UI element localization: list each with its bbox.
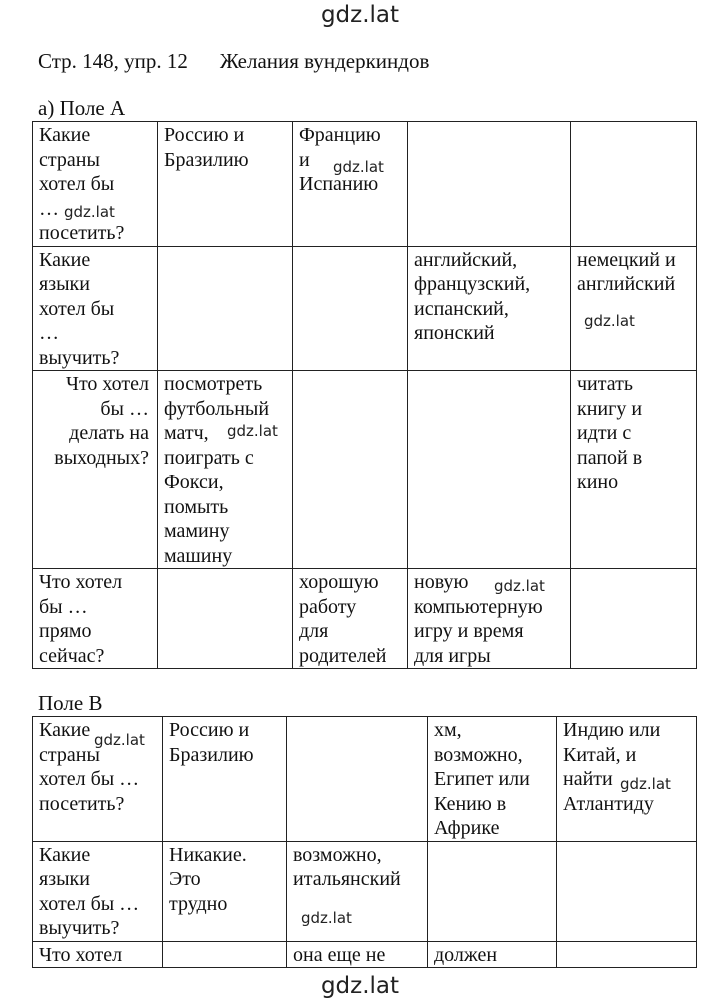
field-b-table — [32, 716, 697, 968]
table-cell: Россию и Бразилию — [158, 122, 293, 247]
table-cell: читать книгу и идти с папой в кино — [571, 371, 697, 569]
table-cell: хм, возможно, Египет или Кению в Африке — [428, 717, 557, 842]
table-cell: Что хотел — [33, 941, 163, 968]
table-cell: должен — [428, 941, 557, 968]
table-cell — [287, 717, 428, 842]
table-cell: она еще не — [287, 941, 428, 968]
field-b-caption: Поле В — [38, 691, 103, 715]
table-cell — [557, 941, 697, 968]
table-cell: Какие языки хотел бы … выучить? — [33, 841, 163, 941]
table-cell: английский, французский, испанский, японский — [408, 246, 571, 371]
table-row — [33, 569, 697, 669]
table-cell — [557, 841, 697, 941]
table-row — [33, 122, 697, 247]
page-reference: Стр. 148, упр. 12 — [38, 49, 188, 73]
watermark-small: gdz.lat — [494, 577, 545, 595]
table-cell: Россию и Бразилию — [163, 717, 287, 842]
watermark-small: gdz.lat — [94, 731, 145, 749]
table-cell: Какие страны хотел бы … посетить? — [33, 122, 158, 247]
table-row — [33, 246, 697, 371]
table-cell — [158, 246, 293, 371]
table-row — [33, 941, 697, 968]
table-cell — [408, 122, 571, 247]
table-cell — [163, 941, 287, 968]
watermark-small: gdz.lat — [227, 422, 278, 440]
table-cell: возможно, итальянский — [287, 841, 428, 941]
watermark-small: gdz.lat — [620, 775, 671, 793]
table-cell: Какие страны хотел бы … посетить? — [33, 717, 163, 842]
watermark-small: gdz.lat — [301, 909, 352, 927]
exercise-heading — [38, 49, 429, 74]
table-cell: Что хотел бы … делать на выходных? — [33, 371, 158, 569]
table-cell: новую компьютерную игру и время для игры — [408, 569, 571, 669]
table-cell — [571, 569, 697, 669]
table-cell — [293, 246, 408, 371]
table-row — [33, 371, 697, 569]
table-cell: Что хотел бы … прямо сейчас? — [33, 569, 158, 669]
table-cell: Францию и Испанию — [293, 122, 408, 247]
watermark-small: gdz.lat — [64, 203, 115, 221]
table-cell — [293, 371, 408, 569]
table-cell: Индию или Китай, и найти Атлантиду — [557, 717, 697, 842]
table-cell — [571, 122, 697, 247]
table-cell: немецкий и английский — [571, 246, 697, 371]
table-cell: хорошую работу для родителей — [293, 569, 408, 669]
exercise-title: Желания вундеркиндов — [219, 49, 430, 73]
watermark-bottom: gdz.lat — [320, 973, 400, 999]
field-a-caption: а) Поле А — [38, 96, 126, 120]
watermark-top: gdz.lat — [320, 2, 400, 28]
field-a-table — [32, 121, 697, 669]
table-row — [33, 841, 697, 941]
watermark-small: gdz.lat — [584, 312, 635, 330]
table-cell — [408, 371, 571, 569]
table-cell — [158, 569, 293, 669]
watermark-small: gdz.lat — [333, 158, 384, 176]
table-cell — [428, 841, 557, 941]
table-cell: Какие языки хотел бы … выучить? — [33, 246, 158, 371]
table-cell: посмотреть футбольный матч, поиграть с Фокси, помыть мамину машину — [158, 371, 293, 569]
table-cell: Никакие. Это трудно — [163, 841, 287, 941]
